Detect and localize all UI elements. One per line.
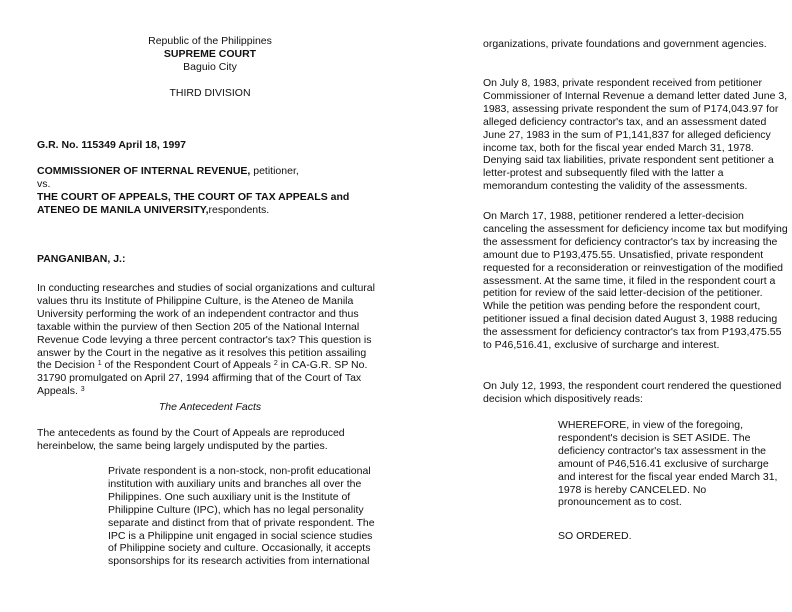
court-header (37, 35, 383, 74)
republic-line: Republic of the Philippines (148, 35, 272, 47)
division-title: THIRD DIVISION (169, 87, 251, 99)
paragraph-1993: On July 12, 1993, the respondent court rendered the questioned decision which dispositively reads: (483, 380, 782, 405)
dispositive-quote: WHEREFORE, in view of the foregoing, respondent's decision is SET ASIDE. The deficiency contractor's tax assessment in the amount of P46,516.41 exclusive of surcharge and interest for the fiscal year ended March 31, 1978 is hereby CANCELED. No pronouncement as to cost. (558, 419, 778, 509)
so-ordered: SO ORDERED. (558, 530, 632, 542)
petitioner-line (37, 165, 383, 178)
intro-text-b: of the Respondent Court of Appeals (101, 359, 274, 372)
respondents-name: ATENEO DE MANILA UNIVERSITY, (37, 203, 209, 216)
case-number: G.R. No. 115349 April 18, 1997 (37, 139, 187, 151)
case-parties (37, 165, 383, 217)
paragraph-1988: On March 17, 1988, petitioner rendered a letter-decision canceling the assessment for deficiency income tax but modifying the assessment for deficiency contractor's tax by increasing the amount due to P193,475.55. Unsatisfied, private respondent requested for a reconsideration or reinvestigation of the modified assessment. At the same time, it filed in the respondent court a petition for review of the said letter-decision of the petitioner. While the petition was pending before the respondent court, petitioner issued a final decision dated August 3, 1988 reducing the assessment for deficiency contractor's tax from P193,475.55 to P46,516.41, exclusive of surcharge and interest. (483, 210, 788, 352)
court-name: SUPREME COURT (163, 47, 257, 60)
versus: vs. (37, 177, 51, 190)
intro-text-c: in CA-G.R. SP No. 31790 promulgated on April 27, 1994 affirming that of the Court of Tax Appeals. (37, 359, 368, 398)
footnote-3-link[interactable]: 3 (80, 386, 85, 394)
quoted-continuation: organizations, private foundations and government agencies. (483, 38, 767, 50)
petitioner-name: COMMISSIONER OF INTERNAL REVENUE, (37, 165, 251, 177)
respondents-line-1: THE COURT OF APPEALS, THE COURT OF TAX APPEALS and (37, 190, 350, 203)
antecedents-intro: The antecedents as found by the Court of Appeals are reproduced hereinbelow, the same being largely undisputed by the parties. (37, 427, 345, 452)
ponente: PANGANIBAN, J.: (37, 253, 126, 265)
footnote-1-link[interactable]: 1 (97, 360, 102, 368)
respondents-line-2 (37, 204, 383, 217)
petitioner-role: petitioner, (250, 165, 299, 177)
quoted-facts-left: Private respondent is a non-stock, non-profit educational institution with auxiliary units and branches all over the Philippines. One such auxiliary unit is the Institute of Philippine Culture (IPC), which has no legal personality separate and distinct from that of private respondent. The IPC is a Philippine unit engaged in social science studies of Philippine society and culture. Occasionally, it accepts sponsorships for its research activities from international (108, 465, 375, 568)
intro-paragraph (37, 282, 383, 398)
court-city: Baguio City (183, 60, 237, 73)
respondents-role: respondents. (208, 203, 270, 216)
paragraph-1983: On July 8, 1983, private respondent received from petitioner Commissioner of Internal Revenue a demand letter dated June 3, 1983, assessing private respondent the sum of P174,043.97 for alleged deficiency contractor's tax, and an assessment dated June 27, 1983 in the sum of P1,141,837 for alleged deficiency income tax, both for the fiscal year ended March 31, 1978. Denying said tax liabilities, private respondent sent petitioner a letter-protest and subsequently filed with the latter a memorandum contesting the validity of the assessments. (483, 77, 788, 193)
intro-text-a: In conducting researches and studies of social organizations and cultural values thru its Institute of Philippine Culture, is the Ateneo de Manila University performing the work of an independent contractor and thus taxable within the purview of then Section 205 of the National Internal Revenue Code levying a three percent contractor's tax? This question is answer by the Court in the negative as it resolves this petition assailing the Decision (37, 282, 375, 372)
footnote-2-link[interactable]: 2 (273, 360, 278, 368)
section-title: The Antecedent Facts (158, 401, 262, 413)
